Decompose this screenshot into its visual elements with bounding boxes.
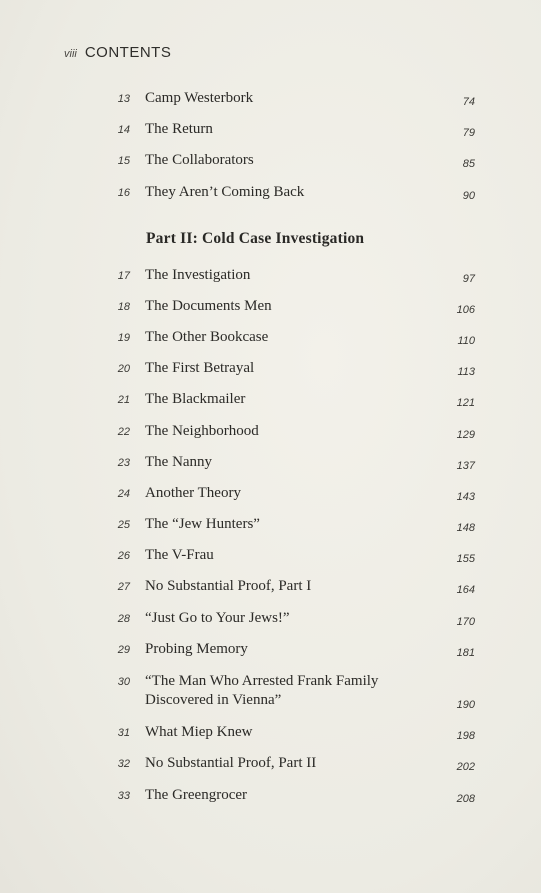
page-title: CONTENTS: [84, 44, 172, 61]
toc-entry: [0, 266, 541, 290]
chapter-title: What Miep Knew: [145, 724, 253, 740]
toc-entry: [0, 183, 541, 207]
chapter-title: The Collaborators: [145, 152, 254, 168]
chapter-title: The Other Bookcase: [145, 329, 269, 345]
toc-entry: [0, 640, 541, 664]
chapter-title: The Return: [145, 121, 213, 137]
chapter-title: The V-Frau: [145, 547, 214, 563]
toc-entry: [0, 609, 541, 633]
chapter-title: They Aren’t Coming Back: [145, 184, 305, 200]
chapter-title: The Nanny: [145, 454, 213, 470]
chapter-number: 19: [117, 332, 130, 344]
chapter-number: 20: [117, 363, 130, 375]
toc-entry: [0, 754, 541, 778]
chapter-number: 21: [117, 394, 130, 406]
chapter-title-line-2: Discovered in Vienna”: [145, 692, 282, 708]
chapter-number: 31: [117, 727, 130, 739]
chapter-title: The First Betrayal: [145, 360, 255, 376]
chapter-title: Camp Westerbork: [145, 90, 254, 106]
chapter-title: The Greengrocer: [145, 787, 248, 803]
chapter-number: 13: [117, 93, 130, 105]
toc-entry: [0, 723, 541, 747]
chapter-number: 27: [117, 581, 130, 593]
page-number: 129: [456, 429, 475, 441]
toc-entry: [0, 390, 541, 414]
chapter-title: The Neighborhood: [145, 423, 259, 439]
toc-entry: [0, 359, 541, 383]
part-heading: Part II: Cold Case Investigation: [146, 230, 365, 247]
chapter-title: The Documents Men: [145, 298, 272, 314]
toc-entry: [0, 546, 541, 570]
chapter-number: 33: [117, 790, 130, 802]
chapter-number: 15: [117, 155, 130, 167]
toc-entry: [0, 297, 541, 321]
chapter-number: 22: [117, 426, 130, 438]
chapter-number: 14: [117, 124, 130, 136]
chapter-title: Another Theory: [145, 485, 241, 501]
toc-entry: [0, 422, 541, 446]
chapter-title: The Investigation: [145, 267, 251, 283]
chapter-title: The “Jew Hunters”: [145, 516, 260, 532]
page-number: 155: [456, 553, 475, 565]
chapter-number: 17: [117, 270, 130, 282]
chapter-number: 23: [117, 457, 130, 469]
page-number: 106: [456, 304, 475, 316]
page-number: 208: [456, 793, 475, 805]
toc-entry: [0, 453, 541, 477]
page-number: 170: [456, 616, 475, 628]
toc-entry: [0, 786, 541, 810]
toc-entry: [0, 484, 541, 508]
page-number: 74: [462, 96, 475, 108]
chapter-title-line-1: “The Man Who Arrested Frank Family: [145, 673, 379, 689]
page-number: 97: [462, 273, 475, 285]
toc-entry: [0, 672, 541, 716]
page-number: 198: [456, 730, 475, 742]
chapter-number: 28: [117, 613, 130, 625]
page-folio: viii: [64, 48, 77, 60]
toc-entry: [0, 328, 541, 352]
chapter-title: “Just Go to Your Jews!”: [145, 610, 290, 626]
page-number: 164: [456, 584, 475, 596]
page-number: 79: [462, 127, 475, 139]
page-number: 143: [456, 491, 475, 503]
page-number: 121: [456, 397, 475, 409]
page-number: 113: [457, 366, 475, 378]
running-head: [64, 44, 171, 61]
toc-entry: [0, 577, 541, 601]
chapter-number: 18: [117, 301, 130, 313]
page-number: 90: [462, 190, 475, 202]
chapter-number: 30: [117, 676, 130, 688]
chapter-number: 26: [117, 550, 130, 562]
chapter-number: 25: [117, 519, 130, 531]
toc-entry: [0, 515, 541, 539]
page-number: 202: [456, 761, 475, 773]
chapter-title: [145, 672, 425, 710]
chapter-number: 32: [117, 758, 130, 770]
toc-entry: [0, 151, 541, 175]
chapter-title: Probing Memory: [145, 641, 248, 657]
toc-entry: [0, 120, 541, 144]
chapter-title: The Blackmailer: [145, 391, 246, 407]
chapter-number: 29: [117, 644, 130, 656]
toc-entry: [0, 89, 541, 113]
chapter-number: 24: [117, 488, 130, 500]
chapter-title: No Substantial Proof, Part I: [145, 578, 312, 594]
page-number: 85: [462, 158, 475, 170]
chapter-number: 16: [117, 187, 130, 199]
page-number: 148: [456, 522, 475, 534]
chapter-title: No Substantial Proof, Part II: [145, 755, 317, 771]
page-number: 181: [456, 647, 475, 659]
page-number: 137: [456, 460, 475, 472]
page-number: 190: [456, 699, 475, 711]
page-number: 110: [457, 335, 475, 347]
